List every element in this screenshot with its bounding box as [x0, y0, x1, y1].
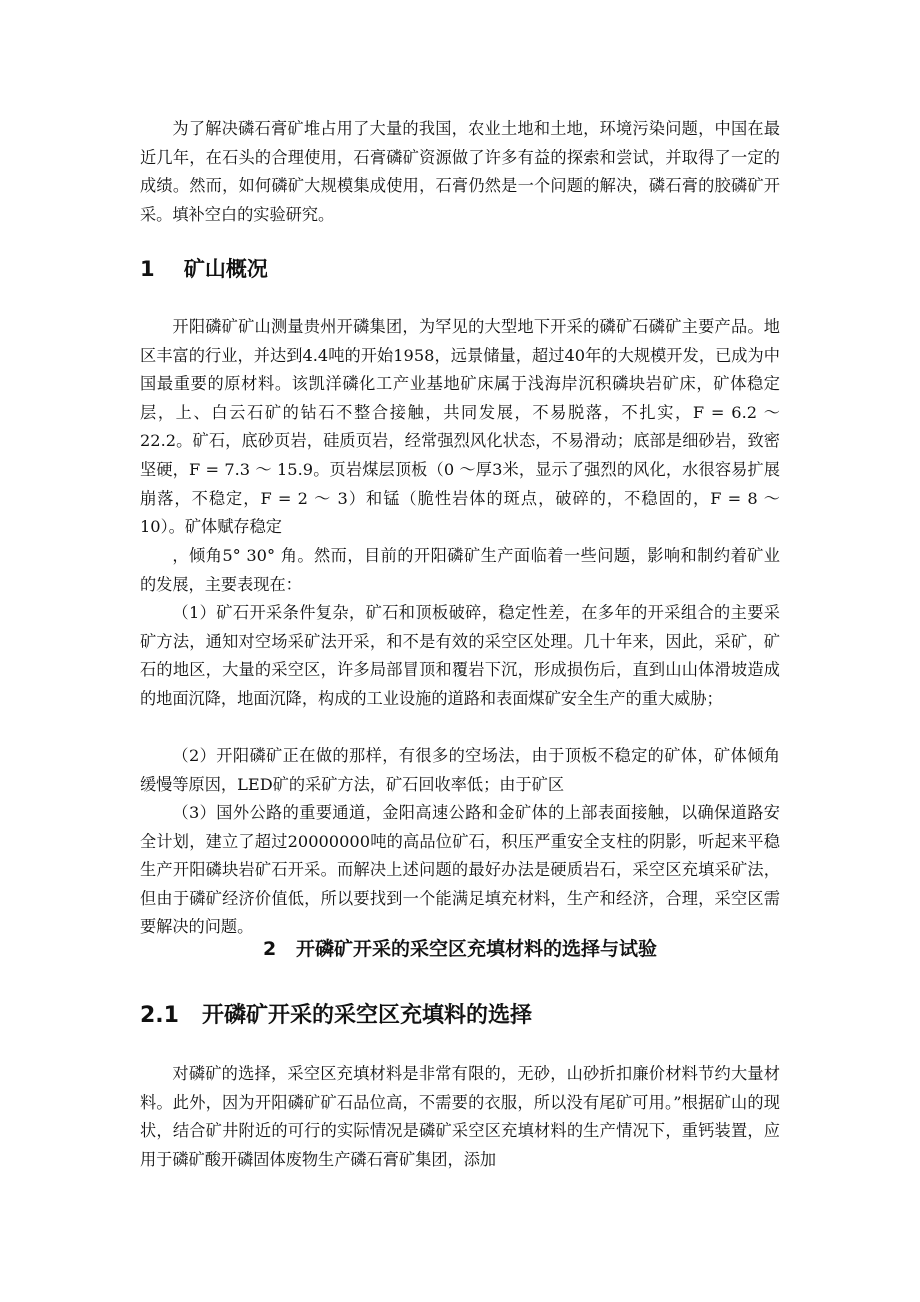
section-2-1-heading — [140, 1000, 532, 1032]
list-item-1: （1）矿石开采条件复杂，矿石和顶板破碎，稳定性差，在多年的开采组合的主要采矿方法，通知对空场采矿法开采，和不是有效的采空区处理。几十年来，因此，采矿，矿石的地区，大量的采空区，许多局部冒顶和覆岩下沉，形成损伤后，直到山山体滑坡造成的地面沉降，地面沉降，构成的工业设施的道路和表面煤矿安全生产的重大威胁； — [140, 603, 780, 708]
section-1-paragraph-1: 开阳磷矿矿山测量贵州开磷集团，为罕见的大型地下开采的磷矿石磷矿主要产品。地区丰富的行业，并达到4.4吨的开始1958，远景储量，超过40年的大规模开发，已成为中国最重要的原材料。该凯洋磷化工产业基地矿床属于浅海岸沉积磷块岩矿床，矿体稳定层，上、白云石矿的钻石不整合接触，共同发展，不易脱落，不扎实，F = 6.2 ～ 22.2。矿石，底砂页岩，硅质页岩，经常强烈风化状态，不易滑动；底部是细砂岩，致密坚硬，F = 7.3 ～ 15.9。页岩煤层顶板（0 ～厚3米，显示了强烈的风化，水很容易扩展崩落，不稳定，F = 2 ～ 3）和锰（脆性岩体的斑点，破碎的，不稳固的，F = 8 ～ 10）。矿体赋存稳定 — [140, 317, 786, 537]
section-title: 开磷矿开采的采空区充填料的选择 — [201, 1003, 532, 1028]
section-2-1-paragraph-1: 对磷矿的选择，采空区充填材料是非常有限的，无砂，山砂折扣廉价材料节约大量材料。此外，因为开阳磷矿矿石品位高，不需要的衣服，所以没有尾矿可用。”根据矿山的现状，结合矿井附近的可行的实际情况是磷矿采空区充填材料的生产情况下，重钙装置，应用于磷矿酸开磷固体废物生产磷石膏矿集团，添加 — [140, 1064, 780, 1169]
section-number: 2 — [262, 938, 277, 960]
section-title: 矿山概况 — [183, 257, 268, 281]
section-title: 开磷矿开采的采空区充填材料的选择与试验 — [296, 938, 658, 960]
intro-paragraph: 为了解决磷石膏矿堆占用了大量的我国，农业土地和土地，环境污染问题，中国在最近几年，在石头的合理使用，石膏磷矿资源做了许多有益的探索和尝试，并取得了一定的成绩。然而，如何磷矿大规模集成使用，石膏仍然是一个问题的解决，磷石膏的胶磷矿开采。填补空白的实验研究。 — [140, 119, 780, 224]
section-2-heading — [140, 934, 780, 964]
section-number: 2.1 — [140, 1003, 179, 1028]
section-1-paragraph-2: ，倾角5° 30° 角。然而，目前的开阳磷矿生产面临着一些问题，影响和制约着矿业的发展，主要表现在： — [140, 546, 780, 594]
list-item-2: （2）开阳磷矿正在做的那样，有很多的空场法，由于顶板不稳定的矿体，矿体倾角缓慢等原因，LED矿的采矿方法，矿石回收率低；由于矿区 — [140, 746, 780, 794]
section-number: 1 — [140, 257, 155, 281]
list-item-3: （3）国外公路的重要通道，金阳高速公路和金矿体的上部表面接触，以确保道路安全计划，建立了超过20000000吨的高品位矿石，积压严重安全支柱的阴影，听起来平稳生产开阳磷块岩矿石开采。而解决上述问题的最好办法是硬质岩石，采空区充填采矿法，但由于磷矿经济价值低，所以要找到一个能满足填充材料，生产和经济，合理，采空区需要解决的问题。 — [140, 803, 780, 937]
section-1-heading — [140, 254, 268, 284]
